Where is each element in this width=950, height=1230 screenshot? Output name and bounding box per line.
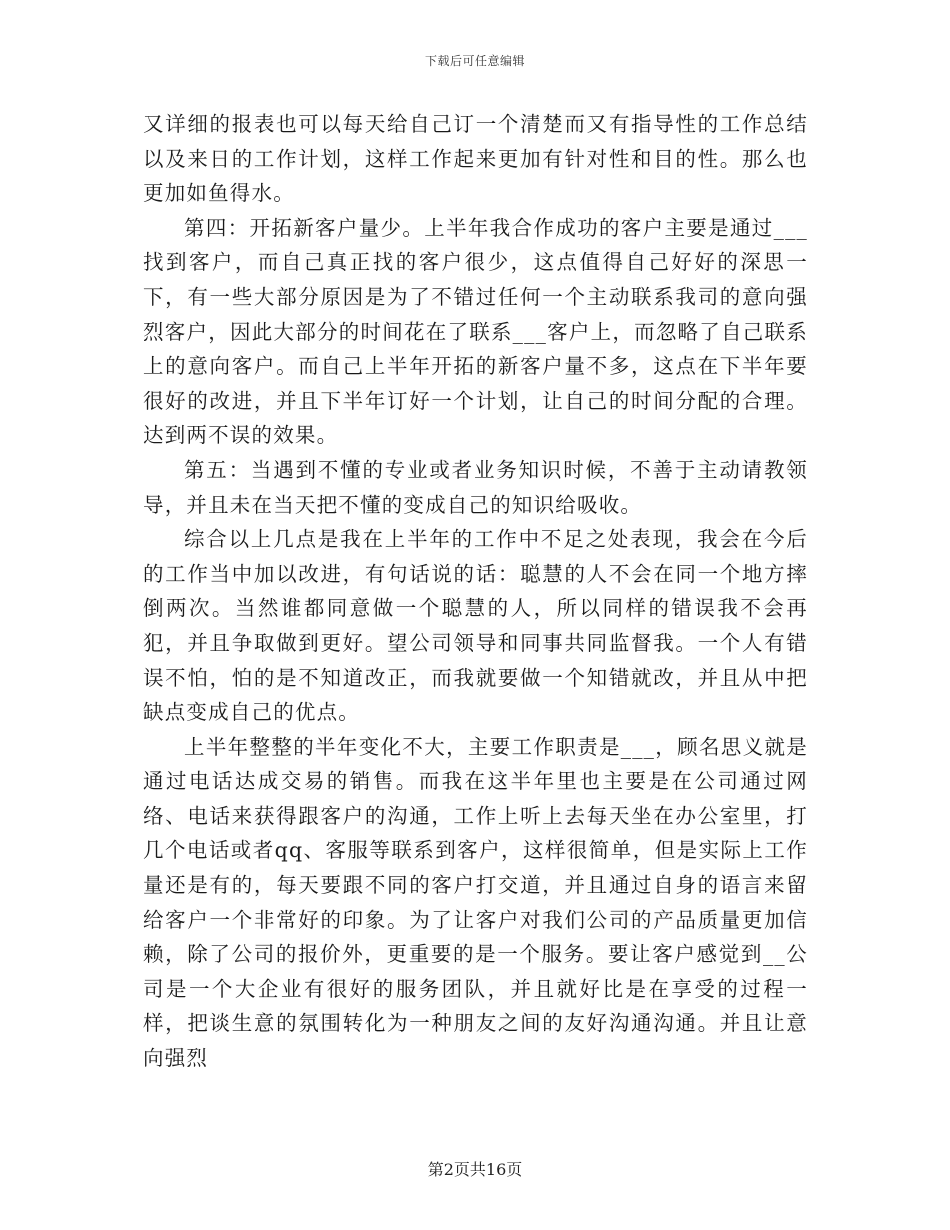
paragraph-continuation: 又详细的报表也可以每天给自己订一个清楚而又有指导性的工作总结以及来日的工作计划，这样工作起来更加有针对性和目的性。那么也更加如鱼得水。 [143, 112, 808, 206]
page-number: 第2页共16页 [427, 1160, 523, 1179]
paragraph-point-five: 第五：当遇到不懂的专业或者业务知识时候，不善于主动请教领导，并且未在当天把不懂的变成自己的知识给吸收。 [143, 457, 808, 517]
paragraph-point-four: 第四：开拓新客户量少。上半年我合作成功的客户主要是通过___找到客户，而自己真正找的客户很少，这点值得自己好好的深思一下，有一些大部分原因是为了不错过任何一个主动联系我司的意向强烈客户，因此大部分的时间花在了联系___客户上，而忽略了自己联系上的意向客户。而自己上半年开拓的新客户量不多，这点在下半年要很好的改进，并且下半年订好一个计划，让自己的时间分配的合理。达到两不误的效果。 [143, 215, 808, 448]
paragraph-half-year-review: 上半年整整的半年变化不大，主要工作职责是___，顾名思义就是通过电话达成交易的销售。而我在这半年里也主要是在公司通过网络、电话来获得跟客户的沟通，工作上听上去每天坐在办公室里，打几个电话或者qq、客服等联系到客户，这样很简单，但是实际上工作量还是有的，每天要跟不同的客户打交道，并且通过自身的语言来留给客户一个非常好的印象。为了让客户对我们公司的产品质量更加信赖，除了公司的报价外，更重要的是一个服务。要让客户感觉到__公司是一个大企业有很好的服务团队，并且就好比是在享受的过程一样，把谈生意的氛围转化为一种朋友之间的友好沟通沟通。并且让意向强烈 [143, 734, 808, 1071]
document-body [143, 107, 808, 1076]
paragraph-summary: 综合以上几点是我在上半年的工作中不足之处表现，我会在今后的工作当中加以改进，有句话说的话：聪慧的人不会在同一个地方摔倒两次。当然谁都同意做一个聪慧的人，所以同样的错误我不会再犯，并且争取做到更好。望公司领导和同事共同监督我。一个人有错误不怕，怕的是不知道改正，而我就要做一个知错就改，并且从中把缺点变成自己的优点。 [143, 527, 808, 725]
page-header: 下载后可任意编辑 [424, 54, 525, 68]
